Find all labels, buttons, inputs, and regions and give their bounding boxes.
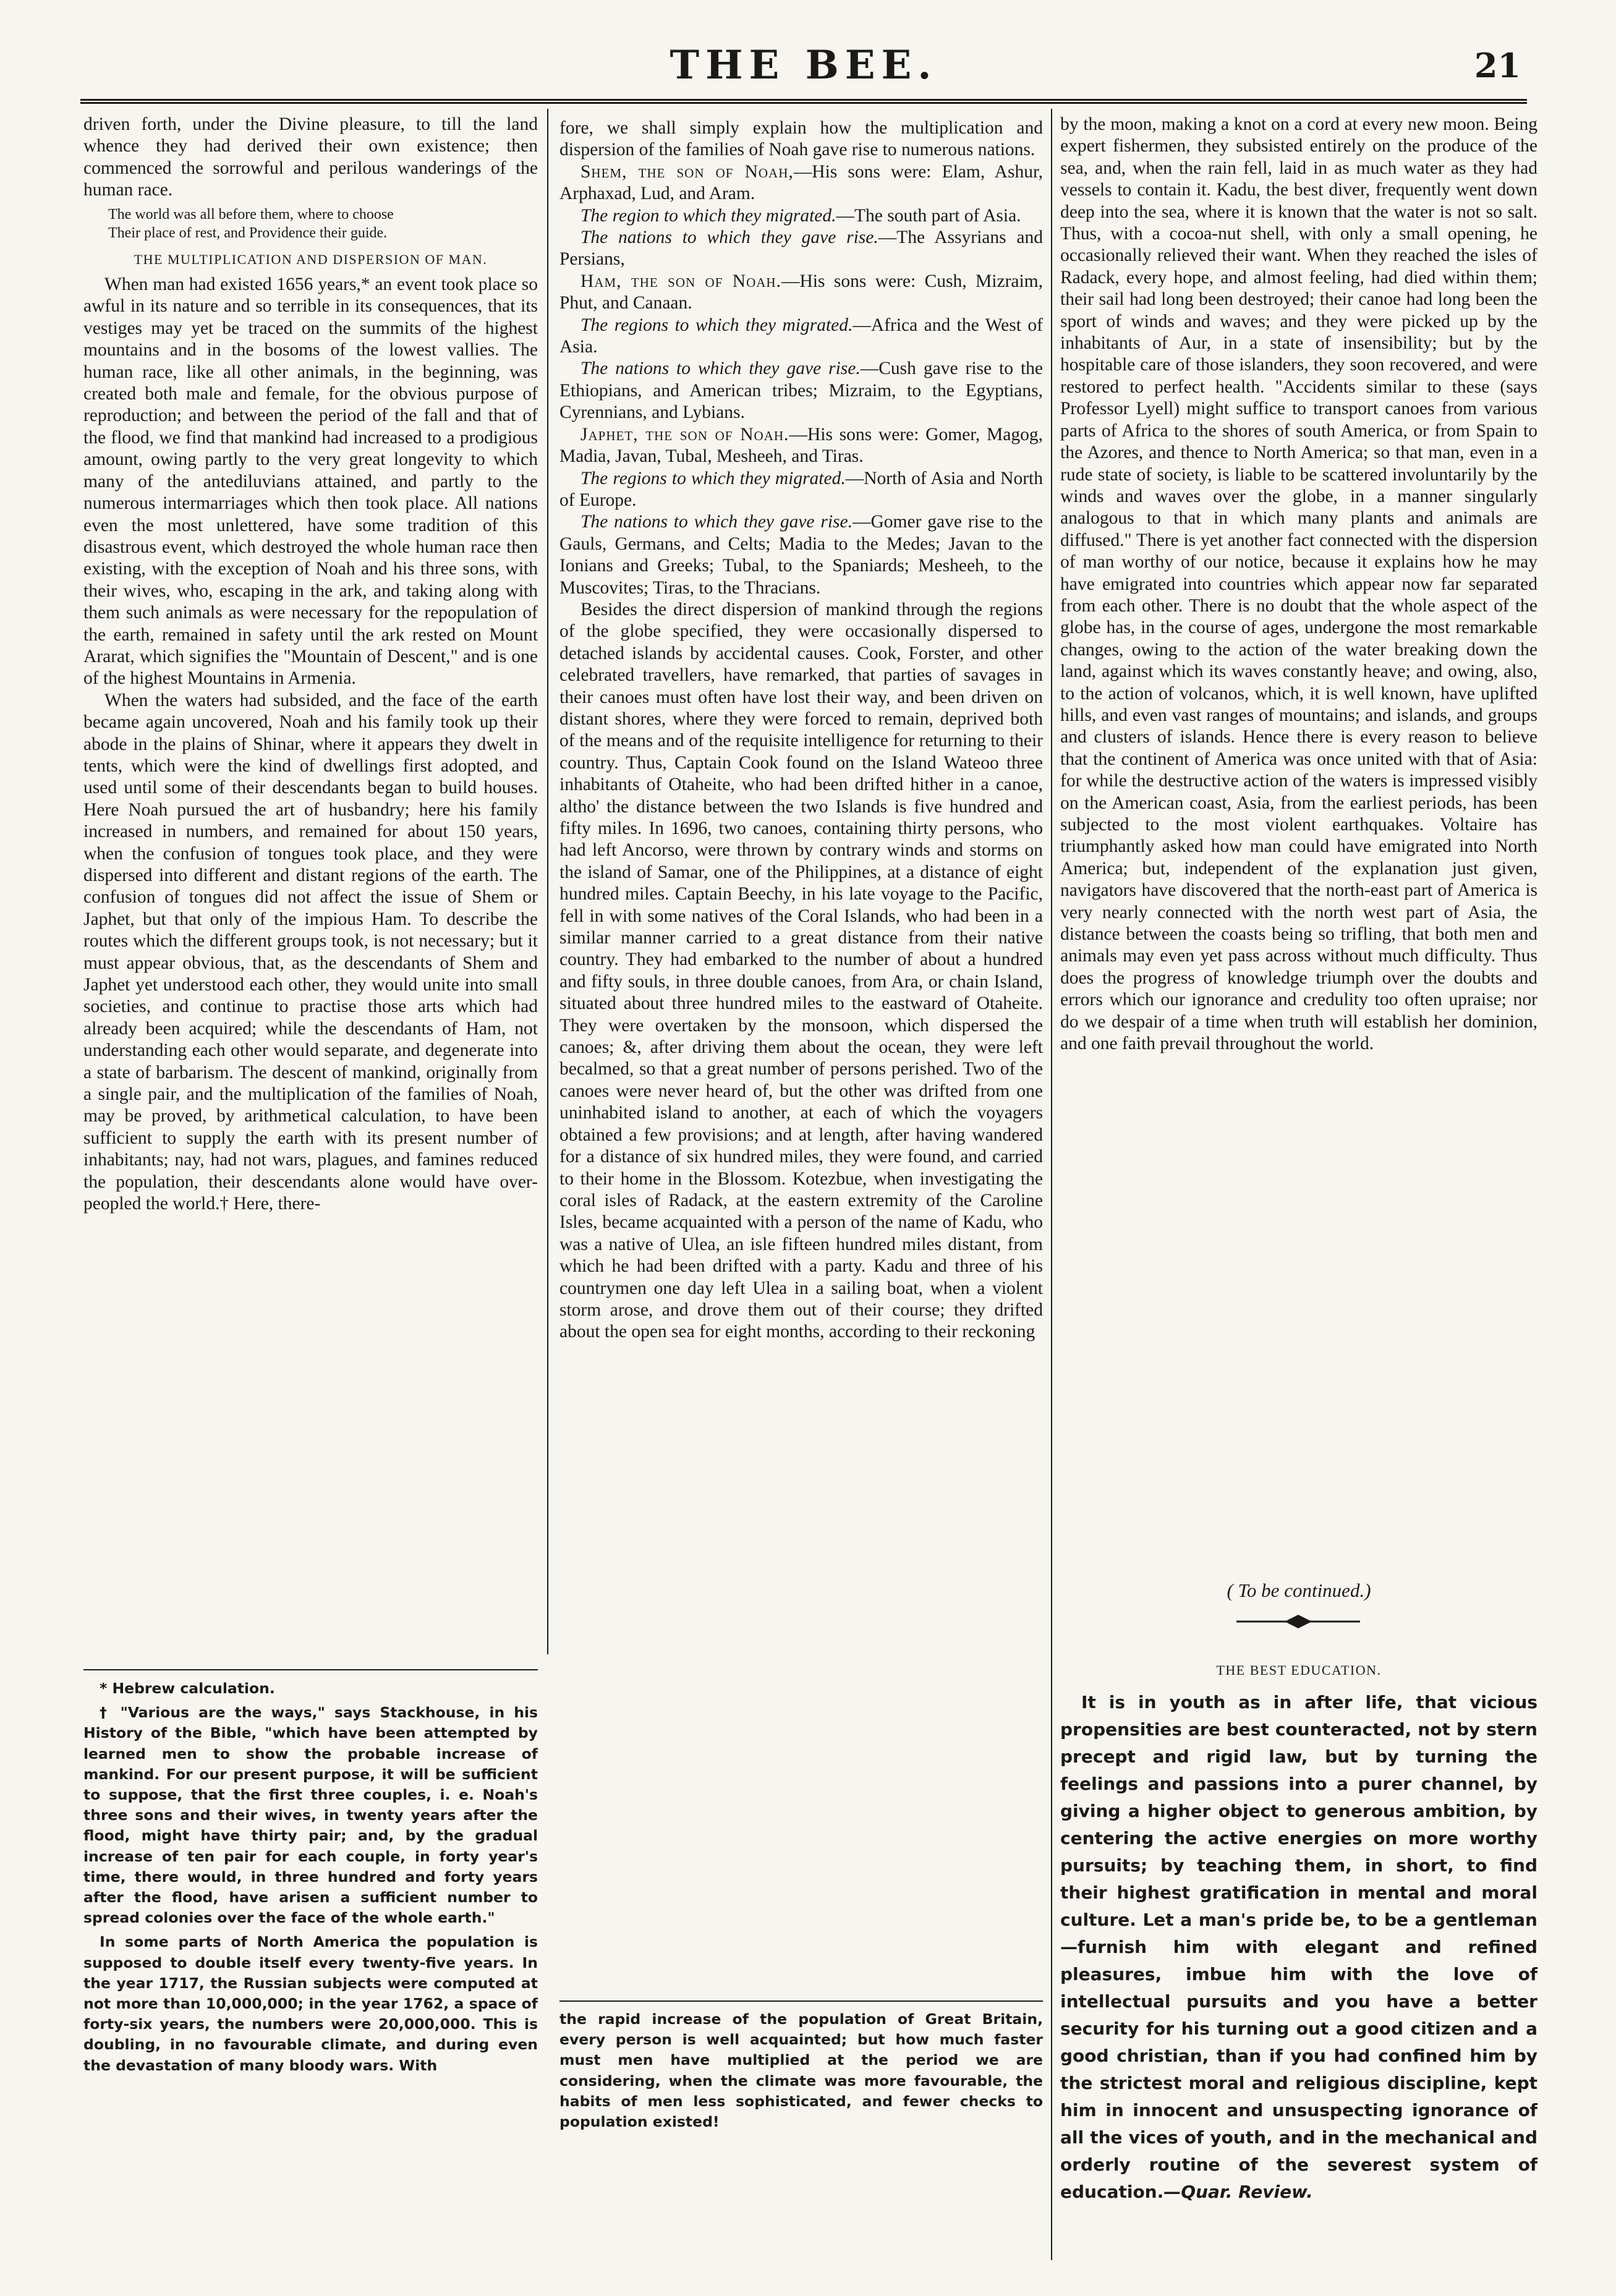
lineage-label: The nations to which they gave rise. — [580, 227, 878, 248]
paragraph: When man had existed 1656 years,* an event took place so awful in its nature and so terrible in its consequences, that its vestiges may yet be traced on the summits of the highest mountains and in the bosoms of the lowest vallies. The human race, like all other animals, in the beginning, was created both male and female, for the obvious purpose of reproduction; and between the period of the fall and that of the flood, we find that mankind had increased to a prodigious amount, owing partly to the very great longevity to which many of the antediluvians attained, and partly to the numerous intermarriages which then took place. All nations even the most unlettered, have some tradition of this disastrous event, which destroyed the whole human race then existing, with the exception of Noah and his three sons, with their wives, who, escaping in the ark, and taking along with them such animals as were necessary for the repopulation of the earth, remained in safety until the ark rested on Mount Ararat, which signifies the "Mountain of Descent," and is one of the highest Mountains in Armenia. — [83, 274, 538, 689]
lineage-text: —Africa and the West of Asia. — [559, 315, 1043, 357]
lineage-heading: Ham, the son of Noah. — [580, 271, 781, 291]
lineage-entry — [559, 424, 1043, 468]
section-heading: THE MULTIPLICATION AND DISPERSION OF MAN. — [134, 251, 488, 267]
lineage-entry — [559, 315, 1043, 359]
article-source: —Quar. Review. — [1163, 2182, 1313, 2202]
lineage-text: —Gomer gave rise to the Gauls, Germans, and Celts; Madia to the Medes; Javan to the Ionians and Greeks; Tubal, to the Spaniards; Mesheeh, to the Muscovites; Tiras, to the Thracians. — [559, 512, 1043, 598]
lineage-text: —His sons were: Elam, Ashur, Arphaxad, Lud, and Aram. — [559, 161, 1043, 204]
footnote: the rapid increase of the population of Great Britain, every person is well acquainted; but how much faster must men have multiplied at the period we are considering, when the climate was more favourable, the habits of men less sophisticated, and fewer checks to population existed! — [559, 2010, 1043, 2131]
lineage-heading: Shem, the son of Noah, — [580, 161, 794, 182]
to-be-continued: ( To be continued.) — [1227, 1580, 1371, 1601]
footnote-rule-1 — [83, 1669, 538, 1670]
page-number: 21 — [1474, 46, 1521, 85]
paragraph: by the moon, making a knot on a cord at every new moon. Being expert fishermen, they subsisted entirely on the produce of the sea, and, when the rain fell, laid in as much water as they had vessels to contain it. Kadu, the best diver, frequently went down deep into the sea, where it is known that the water is not so salt. Thus, with a cocoa-nut shell, with only a small opening, he occasionally relieved their want. When they reached the isles of Radack, every hope, and almost feeling, had died within them; their sail had long been destroyed; their canoe had long been the sport of winds and waves; and they were picked up by the inhabitants of Aur, in a state of insensibility; but by the hospitable care of those islanders, they soon recovered, and were restored to perfect health. "Accidents similar to these (says Professor Lyell) might suffice to transport canoes from various parts of Africa to the shores of south America, or from Spain to the Azores, and thence to North America; so that man, even in a rude state of society, is liable to be scattered involuntarily by the winds and waves over the globe, in a manner singularly analogous to that in which many plants and animals are diffused." There is yet another fact connected with the dispersion of man worthy of our notice, because it explains how he may have emigrated into countries which appear now far separated from each other. There is no doubt that the whole aspect of the globe has, in the course of ages, undergone the most remarkable changes, owing to the action of the water breaking down the land, against which its waves constantly heave; and owing, also, to the action of volcanos, which, it is well known, have uplifted hills, and even vast ranges of mountains; and islands, and groups and clusters of islands. Hence there is every reason to believe that the continent of America was once united with that of Asia: for while the destructive action of the waters is impressed visibly on the American coast, Asia, from the earliest periods, has been subjected to the most violent earthquakes. Voltaire has triumphantly asked how man could have emigrated into North America; but, independent of the explanation just given, navigators have discovered that the north-east part of America is very nearly connected with the north west part of Asia, the distance between the coasts being so trifling, that both men and animals may even yet pass across without much difficulty. Thus does the progress of knowledge triumph over the doubts and errors which our ignorance and credulity too often upraise; nor do we despair of a time when truth will establish her dominion, and one faith prevail throughout the world. — [1060, 114, 1537, 1054]
paragraph: fore, we shall simply explain how the multiplication and dispersion of the families of Noah gave rise to numerous nations. — [559, 118, 1043, 160]
masthead — [80, 37, 1527, 99]
lineage-entry — [559, 358, 1043, 423]
section-ornament — [1236, 1612, 1360, 1631]
footnote-rule-2 — [559, 2000, 1043, 2002]
lineage-label: The nations to which they gave rise. — [580, 359, 861, 379]
lineage-heading: Japhet, the son of Noah. — [580, 424, 789, 444]
lineage-label: The regions to which they migrated. — [580, 468, 846, 488]
lineage-entry — [559, 511, 1043, 599]
footnotes-column-1 — [83, 1678, 538, 2080]
paragraph: When the waters had subsided, and the face of the earth became again uncovered, Noah and his family took up their abode in the plains of Shinar, where it appears they dwelt in tents, which were the kind of dwellings first adopted, and used until some of their descendants began to build houses. Here Noah pursued the art of husbandry; here his family increased in numbers, and remained for about 150 years, when the confusion of tongues took place, and they were dispersed into different and distant regions of the earth. The confusion of tongues did not affect the issue of Shem or Japhet, but that only of the impious Ham. To describe the routes which the different groups took, is not necessary; but it must appear obvious, that, as the descendants of Shem and Japhet yet understood each other, they would unite into small societies, and continue to practise those arts which had already been acquired; while the descendants of Ham, not understanding each other would separate, and degenerate into a state of barbarism. The descent of mankind, originally from a single pair, and the multiplication of the families of Noah, may be proved, by arithmetical calculation, to have been sufficient to supply the earth with its present number of inhabitants; nay, had not wars, plagues, and famines reduced the population, their descendants alone would have over-peopled the world.† Here, there- — [83, 690, 538, 1214]
footnote: In some parts of North America the population is supposed to double itself every twenty-five years. In the year 1717, the Russian subjects were computed at not more than 10,000,000; in the year 1762, a space of forty-six years, the numbers were 20,000,000. This is doubling, in no favourable climate, and during even the devastation of many bloody wars. With — [83, 1933, 538, 2074]
verse-line: Their place of rest, and Providence their guide. — [108, 224, 388, 241]
lineage-entry — [559, 468, 1043, 512]
verse-line: The world was all before them, where to choose — [108, 206, 394, 223]
footnote: † "Various are the ways," says Stackhouse, in his History of the Bible, "which have been attempted by learned men to show the probable increase of mankind. For our present purpose, it will be sufficient to suppose, that the first three couples, i. e. Noah's three sons and their wives, in twenty years after the flood, might have thirty pair; and, by the gradual increase of ten pair for each couple, in forty year's time, there would, in three hundred and forty years after the flood, have arisen a sufficient number to spread colonies over the face of the whole earth." — [83, 1704, 538, 1927]
best-education-article — [1060, 1657, 1537, 2206]
masthead-rule — [80, 99, 1527, 104]
lineage-entry — [559, 205, 1043, 227]
column-divider-1 — [547, 109, 548, 1654]
lineage-text: —The Assyrians and Persians, — [559, 227, 1044, 270]
column-2 — [559, 117, 1043, 1343]
footnote: * Hebrew calculation. — [100, 1680, 275, 1697]
paragraph — [1060, 1689, 1537, 2206]
newspaper-title: THE BEE. — [670, 42, 938, 88]
lineage-entry — [559, 161, 1043, 205]
footnotes-column-2 — [559, 2009, 1043, 2136]
lineage-text: —North of Asia and North of Europe. — [559, 468, 1043, 510]
article-text: It is in youth as in after life, that vicious propensities are best counteracted, not by stern precept and rigid law, but by turning the feelings and passions into a purer channel, by giving a higher object to generous ambition, by centering the active energies on more worthy pursuits; by teaching them, in short, to find their highest gratification in mental and moral culture. Let a man's pride be, to be a gentleman—furnish him with elegant and refined pleasures, imbue him with the love of intellectual pursuits and you have a better security for his turning out a good citizen and a good christian, than if you had confined him by the strictest moral and religious discipline, kept him in innocent and unsuspecting ignorance of all the vices of youth, and in the mechanical and orderly routine of the severest system of education. — [1060, 1692, 1537, 2202]
lineage-entry — [559, 227, 1043, 271]
lineage-text: —Cush gave rise to the Ethiopians, and American tribes; Mizraim, to the Egyptians, Cyrennians, and Lybians. — [559, 359, 1043, 423]
paragraph: Besides the direct dispersion of mankind through the regions of the globe specified, they were occasionally dispersed to detached islands by accidental causes. Cook, Forster, and other celebrated travellers, have remarked, that parties of savages in their canoes must often have lost their way, and been driven on distant shores, where they were forced to remain, deprived both of the means and of the requisite intelligence for returning to their country. Thus, Captain Cook found on the Island Wateoo three inhabitants of Otaheite, who had been drifted hither in a canoe, altho' the distance between the two Islands is five hundred and fifty miles. In 1696, two canoes, containing thirty persons, who had left Ancorso, were thrown by contrary winds and storms on the island of Samar, one of the Philippines, at a distance of eight hundred miles. Captain Beechy, in his late voyage to the Pacific, fell in with some natives of the Coral Islands, who had been in a similar manner carried to a great distance from their native country. They had embarked to the number of about a hundred and fifty souls, in three double canoes, from Ara, or chain Island, situated about three hundred miles to the eastward of Otaheite. They were overtaken by the monsoon, which dispersed the canoes; &, after driving them about the ocean, they were left becalmed, so that a great number of persons perished. Two of the canoes were never heard of, but the other was drifted from one uninhabited island to another, at each of which the voyagers obtained a few provisions; and at length, after having wandered for a distance of six hundred miles, they were found, and carried to their home in the Blossom. Kotezbue, when investigating the coral isles of Radack, at the eastern extremity of the Caroline Isles, became acquainted with a person of the name of Kadu, who was a native of Ulea, an isle fifteen hundred miles distant, from which he had been drifted with a party. Kadu and three of his countrymen one day left Ulea in a sailing boat, when a violent storm arose, and drove them out of their course; they drifted about the open sea for eight months, according to their reckoning — [559, 599, 1043, 1342]
column-3 — [1060, 114, 1537, 1055]
lineage-text: —The south part of Asia. — [836, 205, 1021, 226]
lineage-text: —His sons were: Gomer, Magog, Madia, Javan, Tubal, Mesheeh, and Tiras. — [559, 424, 1044, 467]
column-1 — [83, 114, 538, 1215]
section-heading: THE BEST EDUCATION. — [1216, 1662, 1382, 1678]
lineage-entry — [559, 271, 1043, 315]
lineage-label: The region to which they migrated. — [580, 205, 836, 226]
lineage-label: The regions to which they migrated. — [580, 315, 853, 335]
column-divider-2 — [1051, 109, 1052, 2260]
paragraph: driven forth, under the Divine pleasure, to till the land whence they had derived their own existence; then commenced the sorrowful and perilous wanderings of the human race. — [83, 114, 538, 200]
lineage-text: —His sons were: Cush, Mizraim, Phut, and Canaan. — [559, 271, 1043, 313]
lineage-label: The nations to which they gave rise. — [580, 512, 853, 532]
